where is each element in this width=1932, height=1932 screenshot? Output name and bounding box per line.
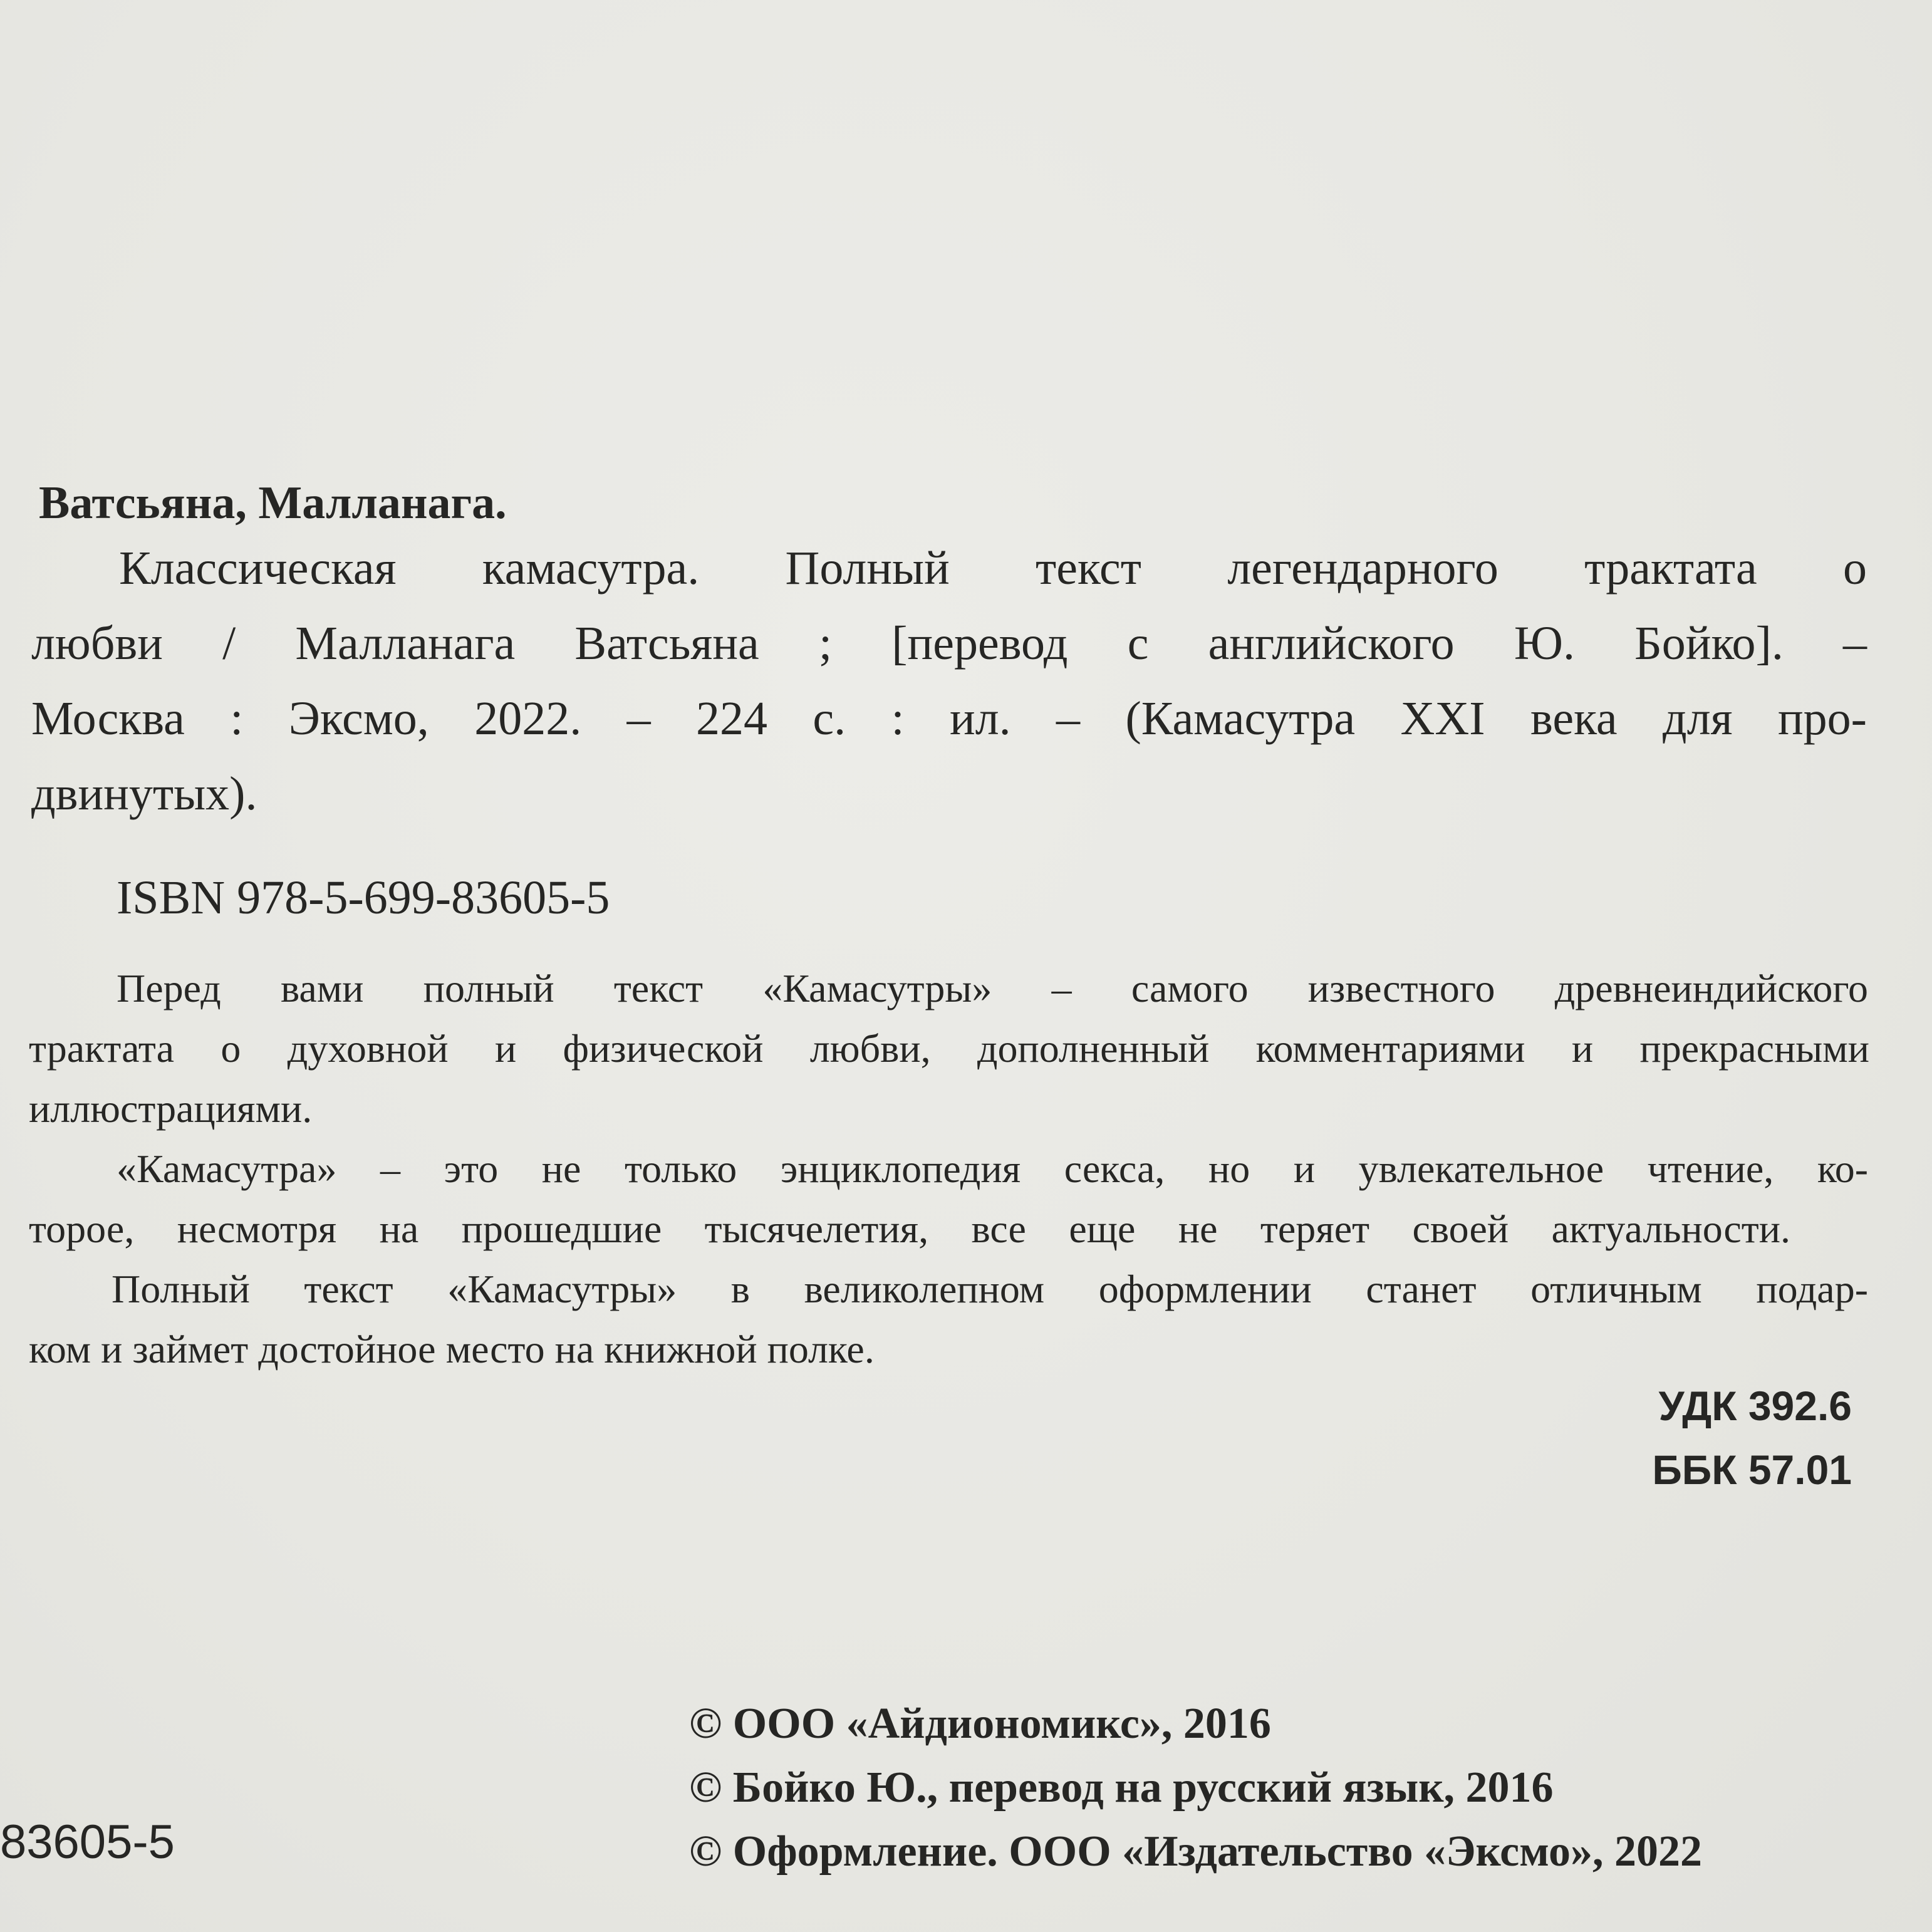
annotation-line-7: ком и займет достойное место на книжной полке.: [29, 1327, 875, 1371]
copyright-line-1: © ООО «Айдиономикс», 2016: [689, 1700, 1271, 1748]
annotation-line-2: трактата о духовной и физической любви, дополненный комментариями и прекрасными: [29, 1026, 1869, 1071]
copyright-line-2: © Бойко Ю., перевод на русский язык, 2016: [689, 1763, 1554, 1812]
isbn-number: ISBN 978-5-699-83605-5: [117, 871, 610, 924]
author-heading: Ватсьяна, Малланага.: [39, 477, 507, 529]
bibliographic-line-2: любви / Малланага Ватсьяна ; [перевод с английского Ю. Бойко]. –: [31, 617, 1867, 670]
annotation-line-6: Полный текст «Камасутры» в великолепном оформлении станет отличным подар-: [112, 1267, 1868, 1311]
bbk-code: ББК 57.01: [1652, 1446, 1852, 1493]
annotation-line-1: Перед вами полный текст «Камасутры» – самого известного древнеиндийского: [117, 966, 1868, 1010]
annotation-line-3: иллюстрациями.: [29, 1086, 313, 1131]
bibliographic-line-1: Классическая камасутра. Полный текст легендарного трактата о: [119, 542, 1867, 595]
copyright-line-3: © Оформление. ООО «Издательство «Эксмо», 2022: [689, 1827, 1702, 1876]
bibliographic-line-3: Москва : Эксмо, 2022. – 224 с. : ил. – (Камасутра XXI века для про-: [31, 692, 1867, 745]
isbn-barcode-fragment: 83605-5: [0, 1815, 175, 1869]
bibliographic-line-4: двинутых).: [31, 767, 257, 820]
annotation-line-5: торое, несмотря на прошедшие тысячелетия, все еще не теряет своей актуальности.: [29, 1207, 1790, 1251]
udk-code: УДК 392.6: [1658, 1383, 1852, 1429]
annotation-line-4: «Камасутра» – это не только энциклопедия секса, но и увлекательное чтение, ко-: [117, 1146, 1868, 1191]
